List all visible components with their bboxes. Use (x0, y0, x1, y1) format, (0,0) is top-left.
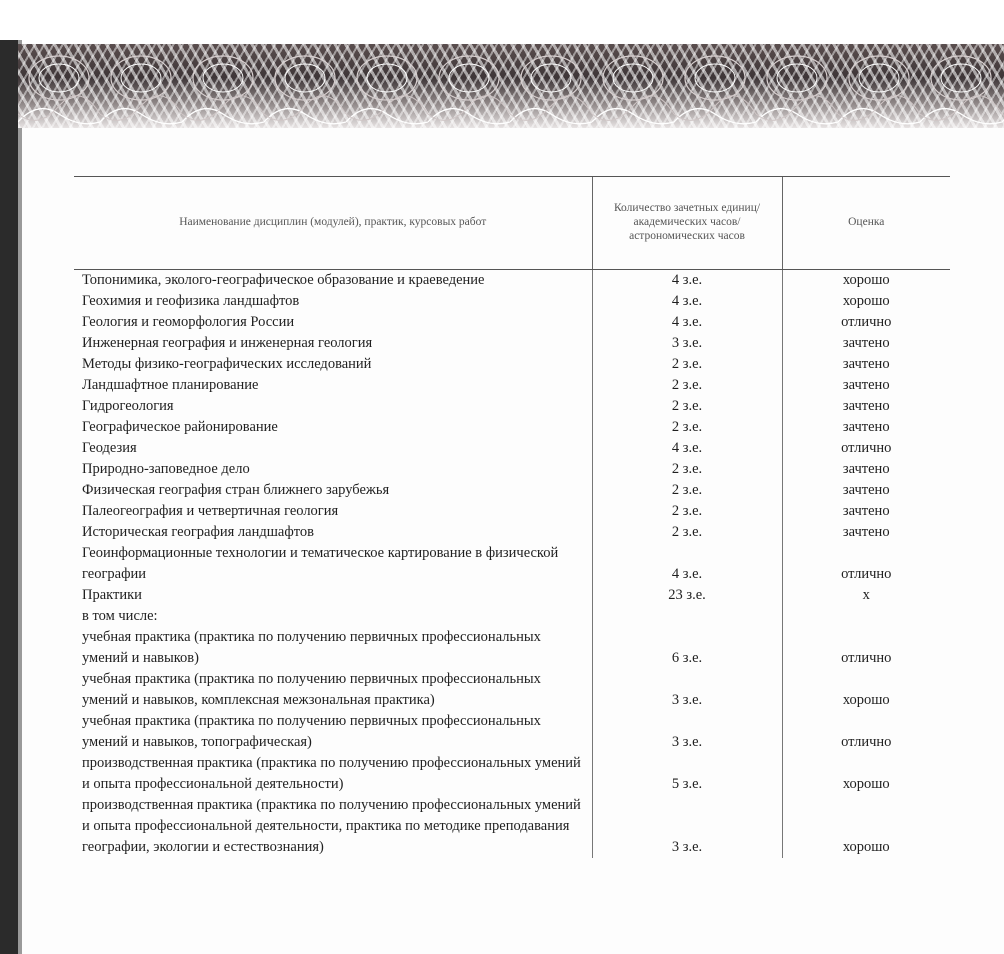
table-row (74, 606, 950, 627)
credit-units: 4 з.е. (592, 438, 782, 459)
grade-value: зачтено (842, 419, 890, 435)
discipline-name: Геоинформационные технологии и тематическое картирование в физической географии (82, 545, 559, 582)
grade-value: зачтено (842, 398, 890, 414)
discipline-name: производственная практика (практика по получению профессиональных умений и опыта профессиональной деятельности) (82, 755, 581, 792)
discipline-name: Топонимика, эколого-географическое образование и краеведение (82, 272, 485, 288)
credit-units (592, 606, 782, 627)
document-page (22, 128, 1004, 954)
header-discipline: Наименование дисциплин (модулей), практик, курсовых работ (74, 177, 592, 270)
table-row (74, 375, 950, 396)
guilloche-pattern-icon (18, 44, 1004, 128)
discipline-name: Природно-заповедное дело (82, 461, 250, 477)
table-header-row (74, 177, 950, 270)
grade-value: хорошо (842, 272, 890, 288)
grade-value: зачтено (842, 524, 890, 540)
grade-value: зачтено (842, 482, 890, 498)
discipline-name: Физическая география стран ближнего зарубежья (82, 482, 390, 498)
grade-value: зачтено (842, 377, 890, 393)
table-row (74, 270, 950, 292)
table-row (74, 312, 950, 333)
grade-value: хорошо (842, 293, 890, 309)
table-row (74, 417, 950, 438)
table-row (74, 522, 950, 543)
credit-units: 4 з.е. (592, 291, 782, 312)
table-body (74, 270, 950, 859)
grades-table (74, 176, 950, 858)
table-row (74, 459, 950, 480)
credit-units: 6 з.е. (592, 627, 782, 669)
table-row (74, 627, 950, 669)
discipline-name: Геодезия (82, 440, 137, 456)
grade-value: отлично (841, 566, 892, 582)
grade-value: зачтено (842, 356, 890, 372)
credit-units: 2 з.е. (592, 375, 782, 396)
grade-value: отлично (841, 650, 892, 666)
credit-units: 5 з.е. (592, 753, 782, 795)
table-row (74, 291, 950, 312)
discipline-name: Географическое районирование (82, 419, 278, 435)
grade-value (782, 606, 950, 627)
credit-units: 2 з.е. (592, 417, 782, 438)
grade-value: х (862, 587, 870, 603)
credit-units: 3 з.е. (592, 711, 782, 753)
header-credit-units: Количество зачетных единиц/академических часов/астрономических часов (592, 177, 782, 270)
credit-units: 4 з.е. (592, 312, 782, 333)
credit-units: 4 з.е. (592, 270, 782, 292)
grade-value: отлично (841, 314, 892, 330)
discipline-name: Историческая география ландшафтов (82, 524, 314, 540)
credit-units: 3 з.е. (592, 795, 782, 858)
table-row (74, 501, 950, 522)
grade-value: хорошо (842, 692, 890, 708)
table-row (74, 438, 950, 459)
credit-units: 4 з.е. (592, 543, 782, 585)
discipline-name: Геохимия и геофизика ландшафтов (82, 293, 300, 309)
credit-units: 2 з.е. (592, 354, 782, 375)
credit-units: 23 з.е. (592, 585, 782, 606)
credit-units: 2 з.е. (592, 501, 782, 522)
grade-value: отлично (841, 734, 892, 750)
grade-value: хорошо (842, 776, 890, 792)
credit-units: 2 з.е. (592, 459, 782, 480)
credit-units: 2 з.е. (592, 480, 782, 501)
discipline-name: Ландшафтное планирование (82, 377, 259, 393)
table-row (74, 543, 950, 585)
credit-units: 3 з.е. (592, 333, 782, 354)
table-row (74, 753, 950, 795)
scan-edge (0, 40, 18, 954)
discipline-name: учебная практика (практика по получению первичных профессиональных умений и навыков, комплексная межзональная практика) (82, 671, 541, 708)
header-grade: Оценка (782, 177, 950, 270)
credit-units: 2 з.е. (592, 522, 782, 543)
table-row (74, 480, 950, 501)
grade-value: отлично (841, 440, 892, 456)
discipline-name: производственная практика (практика по получению профессиональных умений и опыта профессиональной деятельности, практика по методике преподавания географии, экологии и естествознания) (82, 797, 581, 855)
grade-value: хорошо (842, 839, 890, 855)
discipline-name: Инженерная география и инженерная геология (82, 335, 373, 351)
table-row (74, 333, 950, 354)
credit-units: 2 з.е. (592, 396, 782, 417)
table-row (74, 396, 950, 417)
discipline-name: Гидрогеология (82, 398, 174, 414)
discipline-name: Геология и геоморфология России (82, 314, 295, 330)
discipline-name: Палеогеография и четвертичная геология (82, 503, 339, 519)
discipline-name: Практики (82, 587, 142, 603)
credit-units: 3 з.е. (592, 669, 782, 711)
grade-value: зачтено (842, 461, 890, 477)
grade-value: зачтено (842, 335, 890, 351)
table-row (74, 795, 950, 858)
table-row (74, 711, 950, 753)
table-row (74, 669, 950, 711)
grade-value: зачтено (842, 503, 890, 519)
discipline-name: учебная практика (практика по получению первичных профессиональных умений и навыков, топографическая) (82, 713, 541, 750)
discipline-name: в том числе: (82, 608, 158, 624)
decorative-border (18, 44, 1004, 128)
table-row (74, 585, 950, 606)
discipline-name: Методы физико-географических исследований (82, 356, 372, 372)
table-row (74, 354, 950, 375)
discipline-name: учебная практика (практика по получению первичных профессиональных умений и навыков) (82, 629, 541, 666)
